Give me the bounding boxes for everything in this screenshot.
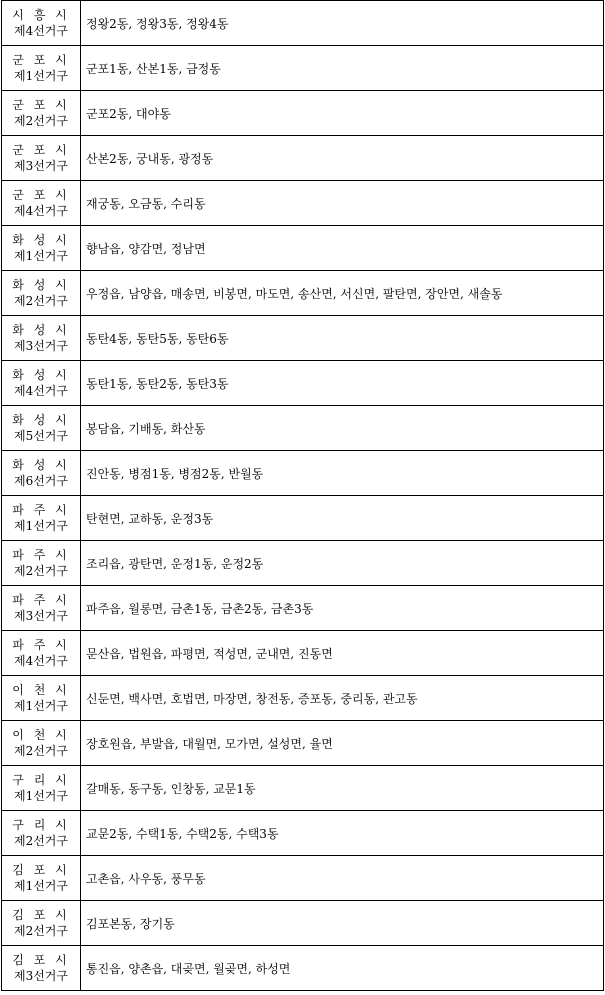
table-row bbox=[2, 406, 604, 451]
table-row bbox=[2, 946, 604, 991]
district-name-cell bbox=[2, 901, 81, 946]
city-name: 김 포 시 bbox=[12, 908, 70, 922]
district-areas-cell: 탄현면, 교하동, 운정3동 bbox=[81, 496, 604, 541]
city-name: 화 성 시 bbox=[12, 233, 70, 247]
district-number: 제5선거구 bbox=[13, 429, 68, 443]
city-name: 이 천 시 bbox=[12, 728, 70, 742]
district-name-cell bbox=[2, 946, 81, 991]
district-areas-cell: 문산읍, 법원읍, 파평면, 적성면, 군내면, 진동면 bbox=[81, 631, 604, 676]
district-name-cell bbox=[2, 496, 81, 541]
district-number: 제1선거구 bbox=[13, 69, 68, 83]
district-number: 제2선거구 bbox=[13, 114, 68, 128]
district-number: 제4선거구 bbox=[13, 204, 68, 218]
table-row bbox=[2, 541, 604, 586]
district-number: 제2선거구 bbox=[13, 564, 68, 578]
table-row bbox=[2, 811, 604, 856]
table-row bbox=[2, 721, 604, 766]
district-name-cell bbox=[2, 856, 81, 901]
city-name: 화 성 시 bbox=[12, 278, 70, 292]
district-areas-cell: 동탄4동, 동탄5동, 동탄6동 bbox=[81, 316, 604, 361]
district-areas-cell: 우정읍, 남양읍, 매송면, 비봉면, 마도면, 송산면, 서신면, 팔탄면, 장안면, 새솔동 bbox=[81, 271, 604, 316]
city-name: 화 성 시 bbox=[12, 413, 70, 427]
city-name: 군 포 시 bbox=[12, 188, 70, 202]
city-name: 시 흥 시 bbox=[12, 8, 70, 22]
district-number: 제1선거구 bbox=[13, 699, 68, 713]
table-row bbox=[2, 676, 604, 721]
district-number: 제3선거구 bbox=[13, 969, 68, 983]
city-name: 화 성 시 bbox=[12, 368, 70, 382]
district-number: 제4선거구 bbox=[13, 384, 68, 398]
district-number: 제4선거구 bbox=[13, 654, 68, 668]
district-name-cell bbox=[2, 136, 81, 181]
district-areas-cell: 동탄1동, 동탄2동, 동탄3동 bbox=[81, 361, 604, 406]
district-number: 제2선거구 bbox=[13, 924, 68, 938]
table-row bbox=[2, 586, 604, 631]
district-areas-cell: 산본2동, 궁내동, 광정동 bbox=[81, 136, 604, 181]
district-areas-cell: 통진읍, 양촌읍, 대곶면, 월곶면, 하성면 bbox=[81, 946, 604, 991]
district-areas-cell: 향남읍, 양감면, 정남면 bbox=[81, 226, 604, 271]
district-name-cell bbox=[2, 181, 81, 226]
table-row bbox=[2, 271, 604, 316]
table-row bbox=[2, 226, 604, 271]
district-number: 제2선거구 bbox=[13, 294, 68, 308]
district-areas-cell: 파주읍, 월롱면, 금촌1동, 금촌2동, 금촌3동 bbox=[81, 586, 604, 631]
district-name-cell bbox=[2, 316, 81, 361]
district-name-cell bbox=[2, 766, 81, 811]
district-areas-cell: 조리읍, 광탄면, 운정1동, 운정2동 bbox=[81, 541, 604, 586]
table-row bbox=[2, 631, 604, 676]
district-name-cell bbox=[2, 226, 81, 271]
table-row bbox=[2, 1, 604, 46]
district-name-cell bbox=[2, 91, 81, 136]
district-number: 제4선거구 bbox=[13, 24, 68, 38]
district-number: 제1선거구 bbox=[13, 789, 68, 803]
city-name: 김 포 시 bbox=[12, 863, 70, 877]
district-areas-cell: 군포2동, 대야동 bbox=[81, 91, 604, 136]
table-row bbox=[2, 766, 604, 811]
table-row bbox=[2, 91, 604, 136]
city-name: 파 주 시 bbox=[12, 548, 70, 562]
district-areas-cell: 김포본동, 장기동 bbox=[81, 901, 604, 946]
district-name-cell bbox=[2, 271, 81, 316]
district-number: 제3선거구 bbox=[13, 159, 68, 173]
table-row bbox=[2, 181, 604, 226]
city-name: 군 포 시 bbox=[12, 98, 70, 112]
district-areas-cell: 갈매동, 동구동, 인창동, 교문1동 bbox=[81, 766, 604, 811]
city-name: 파 주 시 bbox=[12, 638, 70, 652]
district-name-cell bbox=[2, 676, 81, 721]
district-name-cell bbox=[2, 406, 81, 451]
city-name: 군 포 시 bbox=[12, 143, 70, 157]
city-name: 이 천 시 bbox=[12, 683, 70, 697]
district-table bbox=[1, 0, 604, 991]
district-name-cell bbox=[2, 586, 81, 631]
city-name: 군 포 시 bbox=[12, 53, 70, 67]
district-number: 제1선거구 bbox=[13, 249, 68, 263]
district-number: 제1선거구 bbox=[13, 879, 68, 893]
district-areas-cell: 신둔면, 백사면, 호법면, 마장면, 창전동, 증포동, 중리동, 관고동 bbox=[81, 676, 604, 721]
district-name-cell bbox=[2, 721, 81, 766]
city-name: 구 리 시 bbox=[12, 818, 70, 832]
district-table-body bbox=[2, 1, 604, 991]
district-name-cell bbox=[2, 361, 81, 406]
district-name-cell bbox=[2, 811, 81, 856]
district-areas-cell: 재궁동, 오금동, 수리동 bbox=[81, 181, 604, 226]
district-areas-cell: 장호원읍, 부발읍, 대월면, 모가면, 설성면, 율면 bbox=[81, 721, 604, 766]
city-name: 구 리 시 bbox=[12, 773, 70, 787]
table-row bbox=[2, 496, 604, 541]
city-name: 화 성 시 bbox=[12, 323, 70, 337]
district-areas-cell: 봉담읍, 기배동, 화산동 bbox=[81, 406, 604, 451]
district-number: 제2선거구 bbox=[13, 834, 68, 848]
district-areas-cell: 고촌읍, 사우동, 풍무동 bbox=[81, 856, 604, 901]
table-row bbox=[2, 136, 604, 181]
table-row bbox=[2, 451, 604, 496]
district-areas-cell: 정왕2동, 정왕3동, 정왕4동 bbox=[81, 1, 604, 46]
city-name: 화 성 시 bbox=[12, 458, 70, 472]
table-row bbox=[2, 361, 604, 406]
district-number: 제3선거구 bbox=[13, 609, 68, 623]
district-number: 제6선거구 bbox=[13, 474, 68, 488]
district-areas-cell: 교문2동, 수택1동, 수택2동, 수택3동 bbox=[81, 811, 604, 856]
district-name-cell bbox=[2, 46, 81, 91]
district-areas-cell: 진안동, 병점1동, 병점2동, 반월동 bbox=[81, 451, 604, 496]
district-name-cell bbox=[2, 1, 81, 46]
table-row bbox=[2, 901, 604, 946]
district-areas-cell: 군포1동, 산본1동, 금정동 bbox=[81, 46, 604, 91]
district-name-cell bbox=[2, 631, 81, 676]
district-name-cell bbox=[2, 541, 81, 586]
table-row bbox=[2, 856, 604, 901]
district-number: 제2선거구 bbox=[13, 744, 68, 758]
district-number: 제1선거구 bbox=[13, 519, 68, 533]
district-name-cell bbox=[2, 451, 81, 496]
city-name: 김 포 시 bbox=[12, 953, 70, 967]
city-name: 파 주 시 bbox=[12, 503, 70, 517]
table-row bbox=[2, 316, 604, 361]
table-row bbox=[2, 46, 604, 91]
city-name: 파 주 시 bbox=[12, 593, 70, 607]
district-number: 제3선거구 bbox=[13, 339, 68, 353]
